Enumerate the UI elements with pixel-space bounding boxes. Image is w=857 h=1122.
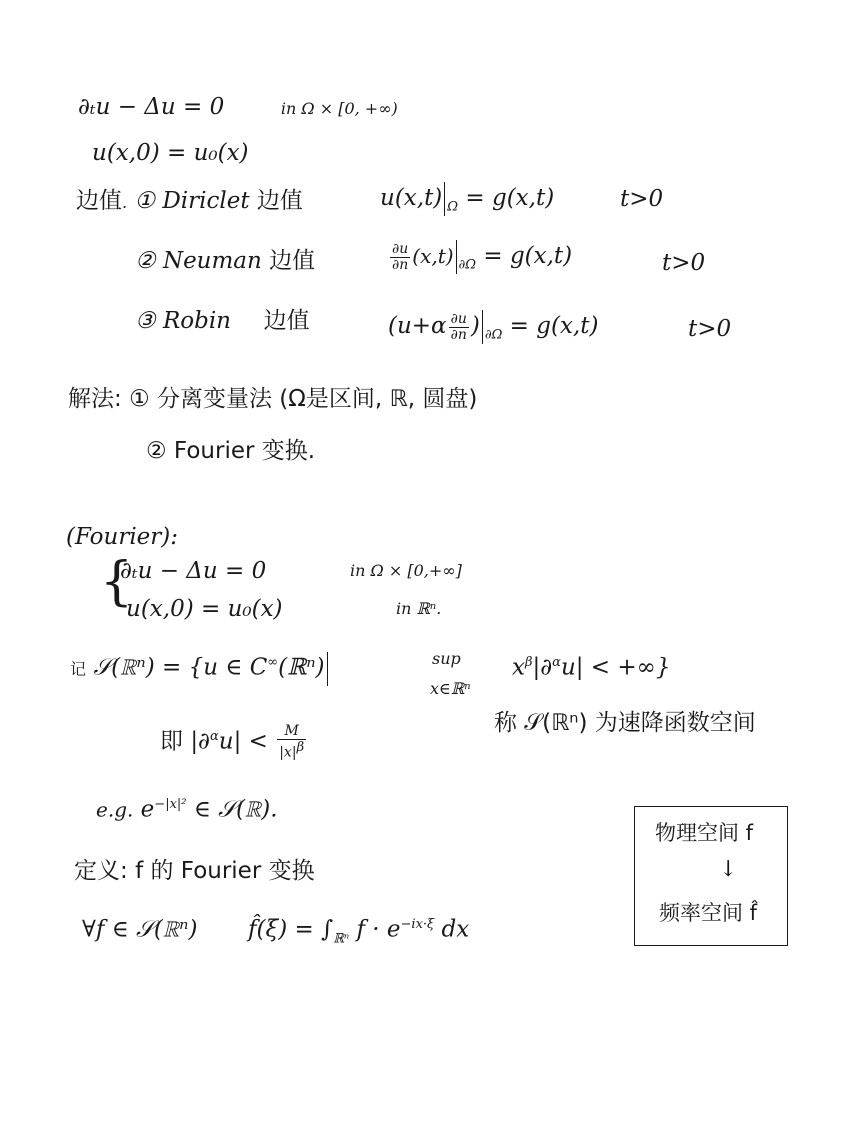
system-eq-2: u(x,0) = u₀(x) [126, 596, 283, 622]
physical-space-label: 物理空间 f [655, 821, 754, 845]
schwartz-body: $x^\beta|\partial^\alpha u|$ < +∞} [512, 654, 671, 681]
robin-name: Robin [162, 308, 231, 334]
down-arrow-icon: ↓ [719, 857, 738, 882]
system-dom-2: in ℝⁿ. [396, 599, 442, 618]
methods-label: 解法: [68, 386, 122, 412]
robin-line: ③ Robin 边值 [135, 308, 310, 334]
system-eq-1: ∂ₜu − Δu = 0 [120, 558, 267, 584]
definition-heading: 定义: f 的 Fourier 变换 [74, 858, 315, 884]
fourier-heading: (Fourier): [66, 524, 179, 550]
system-dom-1: in Ω × [0,+∞] [350, 561, 462, 580]
schwartz-sup-sub: x∈ℝⁿ [430, 679, 471, 698]
initial-condition: u(x,0) = u₀(x) [92, 140, 249, 166]
decay-condition: 即 |∂$^\alpha$u| < $\frac{M}{|x|\beta}$ [160, 723, 305, 761]
robin-formula: (u+α $\frac{\partial u}{\partial n}$ ) $_{\partial\Omega}$ = g(x,t) [388, 310, 599, 343]
space-mapping-box [634, 806, 788, 946]
dirichlet-line: 边值. ① Diriclet 边值 [76, 188, 303, 214]
frequency-space-label: 频率空间 f̂ [659, 901, 758, 925]
system-brace: { [100, 552, 134, 612]
example-line: e.g. $e^{-|x|^2}$ ∈ 𝒮(ℝ). [96, 796, 278, 823]
dirichlet-formula: u(x,t) $_\Omega$ = g(x,t) [380, 182, 554, 223]
dirichlet-cond: t>0 [620, 186, 664, 212]
fourier-transform-formula: ∀f ∈ 𝒮(ℝⁿ) f̂(ξ) = $\int_{ℝ^n}$ $f \cdot e^{-ix\cdot\xi}$ dx [82, 916, 470, 947]
dirichlet-name: Diriclet [162, 188, 250, 214]
schwartz-sup: sup [432, 649, 461, 668]
neuman-name: Neuman [162, 248, 262, 274]
neuman-formula: $\frac{\partial u}{\partial n}$ (x,t) $_{\partial\Omega}$ = g(x,t) [392, 240, 573, 273]
schwartz-definition: 记 𝒮(ℝⁿ) = {u ∈ C∞(ℝⁿ) [70, 648, 330, 686]
heat-domain: in Ω × [0, +∞) [280, 99, 398, 118]
heat-equation: ∂ₜu − Δu = 0 in Ω × [0, +∞) [78, 94, 398, 120]
robin-cond: t>0 [688, 316, 732, 342]
methods-line-2: ② Fourier 变换. [146, 438, 316, 464]
schwartz-name-note: 称 𝒮(ℝⁿ) 为速降函数空间 [494, 710, 756, 736]
boundary-label: 边值 [76, 188, 122, 214]
neuman-line: ② Neuman 边值 [135, 248, 316, 274]
neuman-cond: t>0 [662, 250, 706, 276]
methods-line-1: 解法: ① 分离变量法 (Ω是区间, ℝ, 圆盘) [68, 386, 478, 412]
